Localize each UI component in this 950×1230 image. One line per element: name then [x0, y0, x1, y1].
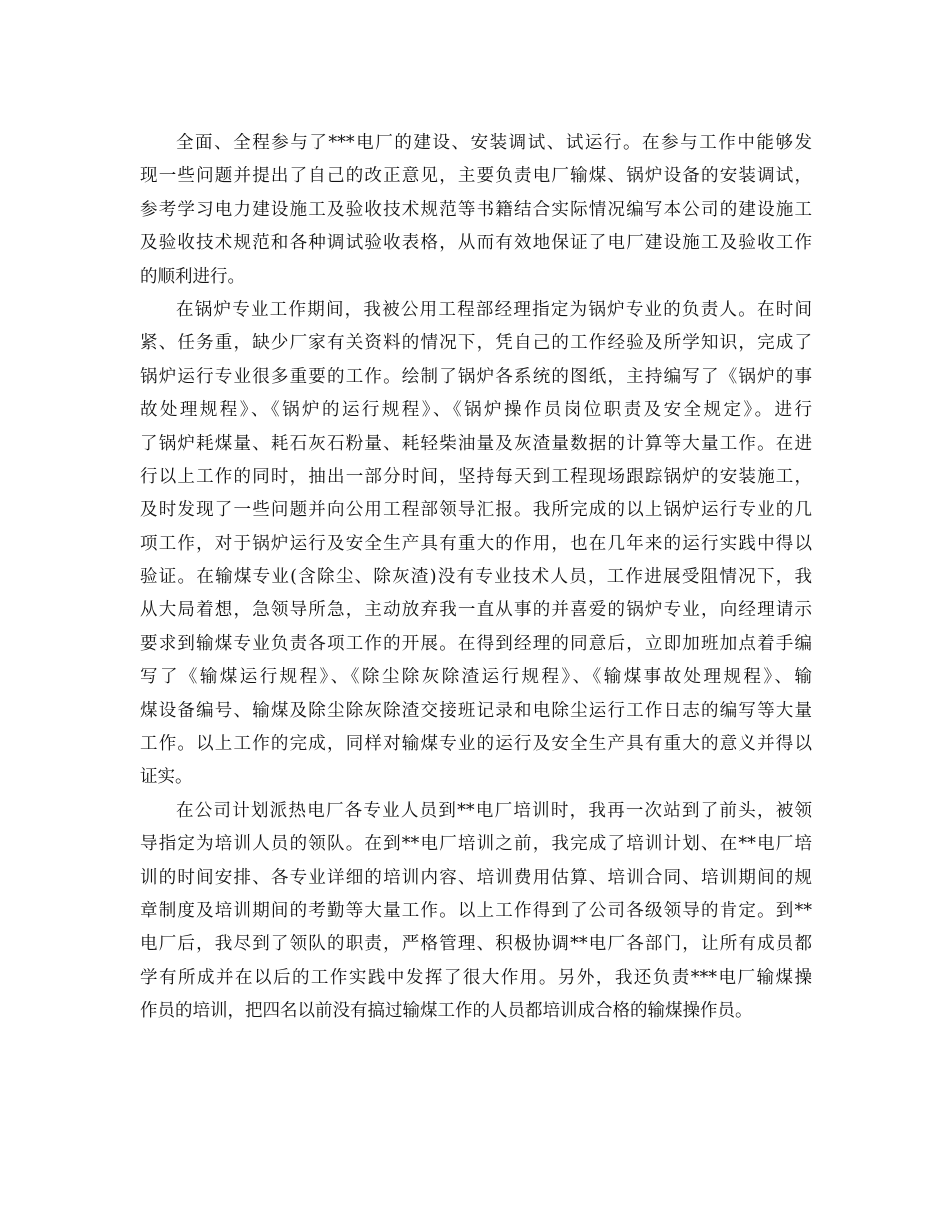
text-line: 了锅炉耗煤量、耗石灰石粉量、耗轻柴油量及灰渣量数据的计算等大量工作。在进	[140, 433, 812, 454]
document-body	[140, 127, 812, 1029]
text-line: 要求到输煤专业负责各项工作的开展。在得到经理的同意后，立即加班加点着手编	[140, 633, 812, 654]
text-line: 从大局着想，急领导所急，主动放弃我一直从事的并喜爱的锅炉专业，向经理请示	[140, 600, 812, 621]
paragraph-2	[140, 294, 812, 795]
text-line: 导指定为培训人员的领队。在到**电厂培训之前，我完成了培训计划、在**电厂培	[140, 834, 812, 855]
text-line: 行以上工作的同时，抽出一部分时间，坚持每天到工程现场跟踪锅炉的安装施工，	[140, 466, 812, 487]
text-line: 训的时间安排、各专业详细的培训内容、培训费用估算、培训合同、培训期间的规	[140, 867, 812, 888]
text-line: 在公司计划派热电厂各专业人员到**电厂培训时，我再一次站到了前头，被领	[176, 800, 812, 821]
text-line: 电厂后，我尽到了领队的职责，严格管理、积极协调**电厂各部门，让所有成员都	[140, 934, 812, 955]
text-line: 煤设备编号、输煤及除尘除灰除渣交接班记录和电除尘运行工作日志的编写等大量	[140, 700, 812, 721]
paragraph-1	[140, 127, 812, 294]
text-line: 章制度及培训期间的考勤等大量工作。以上工作得到了公司各级领导的肯定。到**	[140, 900, 812, 921]
text-line: 现一些问题并提出了自己的改正意见，主要负责电厂输煤、锅炉设备的安装调试，	[140, 166, 812, 187]
text-line: 参考学习电力建设施工及验收技术规范等书籍结合实际情况编写本公司的建设施工	[140, 199, 812, 220]
text-line: 验证。在输煤专业(含除尘、除灰渣)没有专业技术人员，工作进展受阻情况下，我	[140, 567, 812, 588]
text-line: 锅炉运行专业很多重要的工作。绘制了锅炉各系统的图纸，主持编写了《锅炉的事	[140, 366, 812, 387]
text-line: 故处理规程》、《锅炉的运行规程》、《锅炉操作员岗位职责及安全规定》。进行	[140, 400, 812, 421]
text-line: 全面、全程参与了***电厂的建设、安装调试、试运行。在参与工作中能够发	[176, 133, 812, 153]
text-line: 紧、任务重，缺少厂家有关资料的情况下，凭自己的工作经验及所学知识，完成了	[140, 333, 812, 354]
text-line: 学有所成并在以后的工作实践中发挥了很大作用。另外，我还负责***电厂输煤操	[140, 967, 812, 988]
text-line: 的顺利进行。	[140, 266, 245, 287]
text-line: 工作。以上工作的完成，同样对输煤专业的运行及安全生产具有重大的意义并得以	[140, 734, 812, 755]
text-line: 及时发现了一些问题并向公用工程部领导汇报。我所完成的以上锅炉运行专业的几	[140, 500, 812, 521]
text-line: 写了《输煤运行规程》、《除尘除灰除渣运行规程》、《输煤事故处理规程》、输	[140, 667, 812, 688]
text-line: 作员的培训，把四名以前没有搞过输煤工作的人员都培训成合格的输煤操作员。	[140, 1001, 753, 1022]
text-line: 在锅炉专业工作期间，我被公用工程部经理指定为锅炉专业的负责人。在时间	[176, 299, 812, 320]
text-line: 证实。	[140, 767, 193, 788]
text-line: 项工作，对于锅炉运行及安全生产具有重大的作用，也在几年来的运行实践中得以	[140, 533, 812, 554]
paragraph-3	[140, 795, 812, 1029]
text-line: 及验收技术规范和各种调试验收表格，从而有效地保证了电厂建设施工及验收工作	[140, 233, 812, 254]
